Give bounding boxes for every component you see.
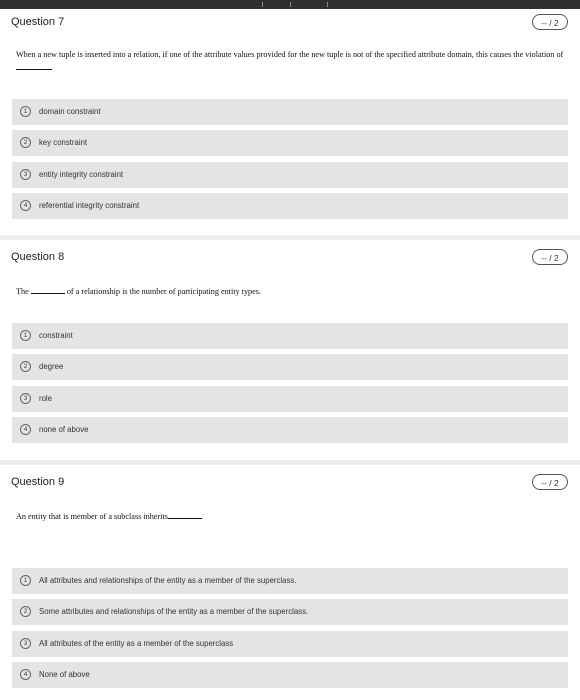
answer-option-4[interactable] [12, 417, 568, 443]
question-card-8 [0, 240, 580, 460]
option-number-badge: 4 [20, 200, 31, 211]
answer-option-2[interactable] [12, 130, 568, 156]
question-text [16, 285, 572, 298]
question-text-after: of a relationship is the number of participating entity types. [66, 287, 262, 296]
question-text [16, 510, 572, 523]
option-label: referential integrity constraint [39, 201, 140, 210]
option-number-badge: 4 [20, 669, 31, 680]
answer-blank [16, 61, 52, 70]
option-number-badge: 1 [20, 575, 31, 586]
answer-option-4[interactable] [12, 662, 568, 688]
option-label: none of above [39, 425, 89, 434]
option-label: degree [39, 362, 64, 371]
option-number-badge: 2 [20, 606, 31, 617]
option-label: All attributes of the entity as a member of the superclass [39, 639, 234, 648]
answer-blank [31, 285, 65, 294]
question-title: Question 8 [11, 251, 65, 263]
option-number-badge: 1 [20, 106, 31, 117]
answer-blank [168, 510, 202, 519]
question-text-before: An entity that is member of a subclass inherits [16, 512, 168, 521]
option-number-badge: 1 [20, 330, 31, 341]
score-badge: -- / 2 [532, 249, 568, 265]
answer-option-4[interactable] [12, 193, 568, 219]
option-label: entity integrity constraint [39, 170, 124, 179]
top-toolbar-strip [0, 0, 580, 9]
question-text [16, 49, 572, 73]
toolbar-divider [327, 2, 328, 7]
answer-option-2[interactable] [12, 599, 568, 625]
question-card-7 [0, 9, 580, 235]
question-title: Question 7 [11, 16, 65, 28]
option-label: None of above [39, 670, 90, 679]
score-badge: -- / 2 [532, 474, 568, 490]
answer-option-1[interactable] [12, 323, 568, 349]
question-title: Question 9 [11, 476, 65, 488]
toolbar-divider [262, 2, 263, 7]
answer-option-2[interactable] [12, 354, 568, 380]
option-label: key constraint [39, 138, 88, 147]
option-number-badge: 3 [20, 169, 31, 180]
option-number-badge: 2 [20, 137, 31, 148]
answer-option-3[interactable] [12, 631, 568, 657]
option-label: constraint [39, 331, 73, 340]
option-label: role [39, 394, 53, 403]
option-number-badge: 3 [20, 638, 31, 649]
question-text-before: The [16, 287, 29, 296]
option-number-badge: 4 [20, 424, 31, 435]
answer-option-3[interactable] [12, 386, 568, 412]
answer-option-1[interactable] [12, 568, 568, 594]
option-label: domain constraint [39, 107, 101, 116]
question-card-9 [0, 465, 580, 700]
answer-option-3[interactable] [12, 162, 568, 188]
option-number-badge: 3 [20, 393, 31, 404]
toolbar-divider [290, 2, 291, 7]
score-badge: -- / 2 [532, 14, 568, 30]
option-label: Some attributes and relationships of the entity as a member of the superclass. [39, 607, 309, 616]
question-text-before: When a new tuple is inserted into a relation, if one of the attribute values provided for the new tuple is not of the specified attribute domain, this causes the violation of [16, 50, 564, 59]
option-number-badge: 2 [20, 361, 31, 372]
answer-option-1[interactable] [12, 99, 568, 125]
option-label: All attributes and relationships of the entity as a member of the superclass. [39, 576, 297, 585]
